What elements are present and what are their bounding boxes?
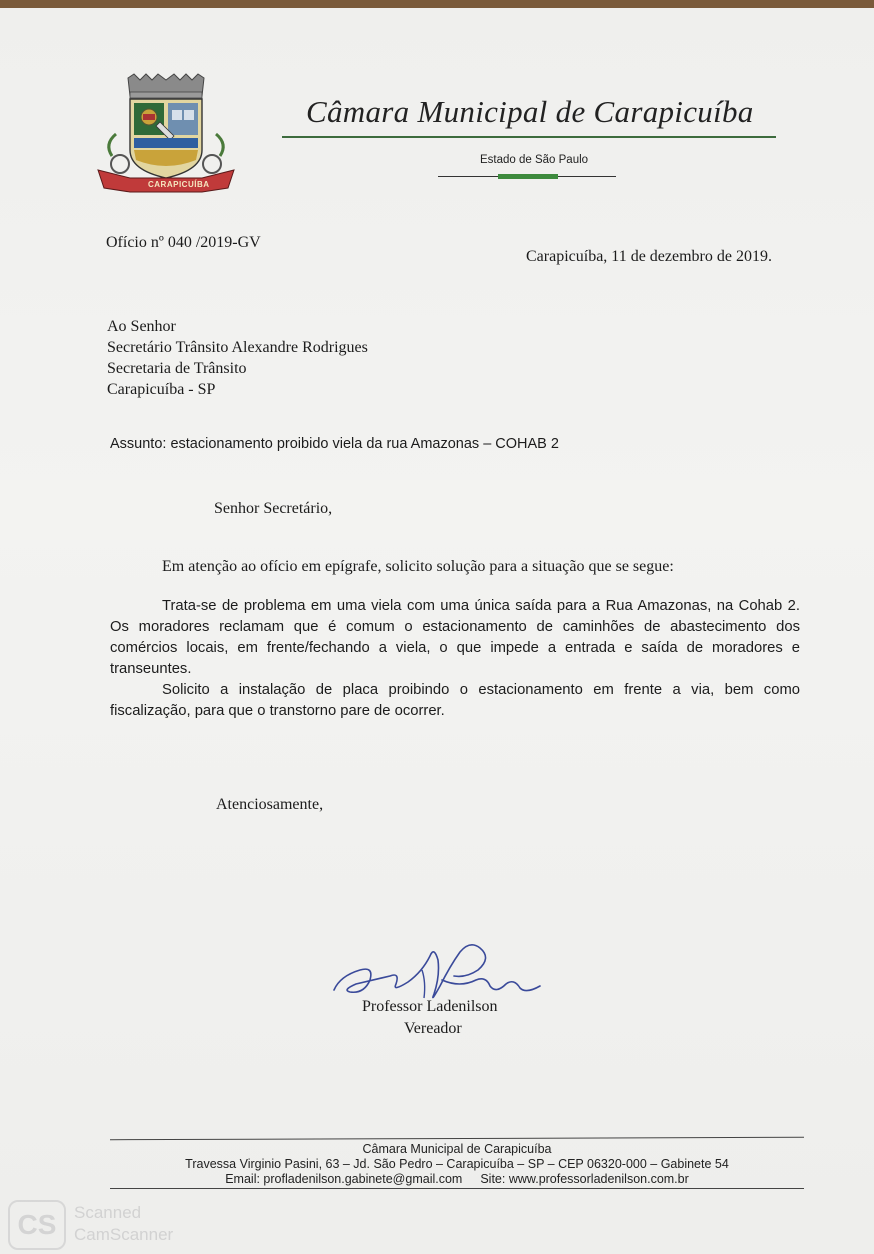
recipient-line: Secretaria de Trânsito bbox=[107, 360, 247, 377]
letter-number: Ofício nº 040 /2019-GV bbox=[106, 234, 261, 251]
recipient-line: Ao Senhor bbox=[107, 318, 176, 335]
state-subtitle: Estado de São Paulo bbox=[480, 154, 589, 166]
letter-body bbox=[110, 596, 800, 722]
crest-ribbon-text: CARAPICUÍBA bbox=[148, 180, 210, 189]
camscanner-logo: CS bbox=[8, 1200, 66, 1250]
title-underline bbox=[282, 136, 776, 138]
signer-role: Vereador bbox=[404, 1020, 462, 1037]
footer-address: Travessa Virginio Pasini, 63 – Jd. São Pedro – Carapicuíba – SP – CEP 06320-000 – Gabinete 54 bbox=[185, 1157, 729, 1171]
recipient-line: Carapicuíba - SP bbox=[107, 381, 216, 398]
closing: Atenciosamente, bbox=[216, 796, 324, 813]
letter-page bbox=[0, 8, 874, 1254]
camscanner-watermark bbox=[74, 1202, 173, 1246]
signer-name: Professor Ladenilson bbox=[362, 998, 498, 1015]
intro-paragraph: Em atenção ao ofício em epígrafe, solicito solução para a situação que se segue: bbox=[162, 558, 674, 575]
recipient-line: Secretário Trânsito Alexandre Rodrigues bbox=[107, 339, 368, 356]
footer-site: Site: www.professorladenilson.com.br bbox=[480, 1172, 689, 1186]
city-crest bbox=[94, 72, 238, 196]
institution-title: Câmara Municipal de Carapicuíba bbox=[306, 94, 754, 129]
state-accent-bar bbox=[498, 174, 558, 179]
footer-divider bbox=[110, 1137, 804, 1140]
letterhead-footer bbox=[110, 1142, 804, 1187]
watermark-line: CamScanner bbox=[74, 1225, 174, 1244]
body-paragraph: Trata-se de problema em uma viela com uma única saída para a Rua Amazonas, na Cohab 2. Os moradores reclamam que é comum o estacionamento de caminhões de abastecimento dos comércios locais, em frente/fechando a viela, o que impede a entrada e saída de moradores e transeuntes. bbox=[110, 598, 800, 677]
footer-divider-bottom bbox=[110, 1188, 804, 1189]
body-paragraph: Solicito a instalação de placa proibindo o estacionamento em frente a via, bem como fiscalização, para que o transtorno pare de ocorrer. bbox=[110, 682, 800, 719]
recipient-block bbox=[107, 316, 368, 400]
footer-contact bbox=[110, 1172, 804, 1187]
watermark-line: Scanned bbox=[74, 1203, 142, 1222]
footer-institution: Câmara Municipal de Carapicuíba bbox=[362, 1142, 552, 1156]
salutation: Senhor Secretário, bbox=[214, 500, 333, 517]
footer-email: Email: profladenilson.gabinete@gmail.com bbox=[225, 1172, 463, 1186]
subject-line: Assunto: estacionamento proibido viela da rua Amazonas – COHAB 2 bbox=[110, 436, 559, 452]
letter-date: Carapicuíba, 11 de dezembro de 2019. bbox=[526, 248, 772, 265]
